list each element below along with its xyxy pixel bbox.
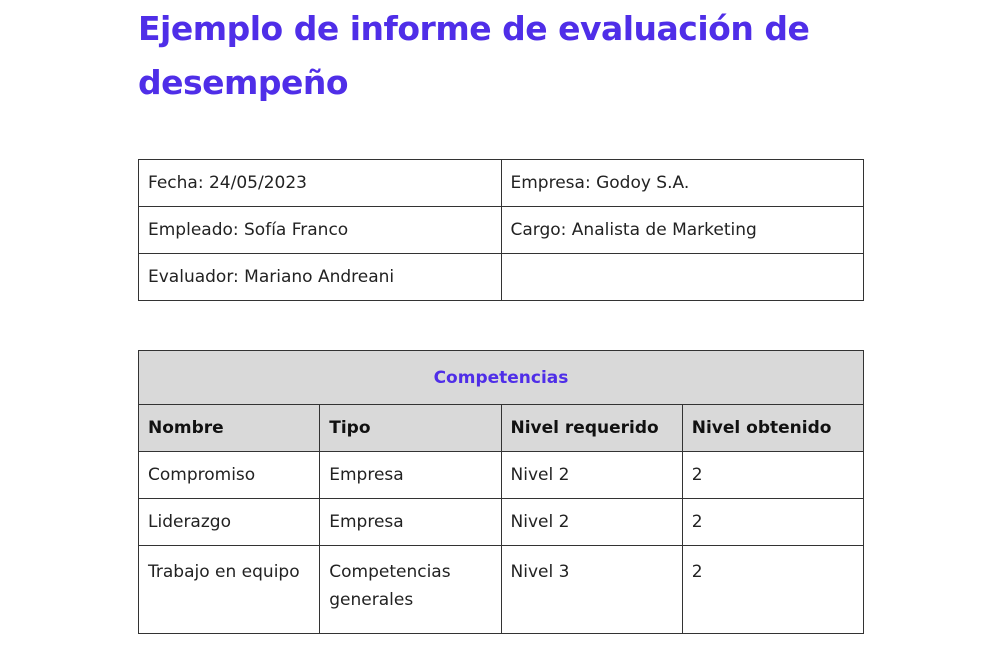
table-row — [139, 452, 864, 499]
table-row — [139, 546, 864, 634]
page-title: Ejemplo de informe de evaluación de desempeño — [138, 9, 810, 102]
cell-nivel-requerido: Nivel 3 — [501, 546, 682, 634]
cell-tipo: Empresa — [320, 452, 501, 499]
info-table — [138, 159, 864, 301]
cell-nivel-obtenido: 2 — [682, 499, 863, 546]
empty-cell — [501, 254, 864, 301]
evaluador-cell: Evaluador: Mariano Andreani — [139, 254, 502, 301]
empleado-cell: Empleado: Sofía Franco — [139, 207, 502, 254]
cell-nombre: Liderazgo — [139, 499, 320, 546]
cell-nombre: Trabajo en equipo — [139, 546, 320, 634]
header-nivel-requerido: Nivel requerido — [501, 405, 682, 452]
cell-nombre: Compromiso — [139, 452, 320, 499]
competencias-title: Competencias — [139, 351, 864, 405]
cell-nivel-requerido: Nivel 2 — [501, 499, 682, 546]
cargo-cell: Cargo: Analista de Marketing — [501, 207, 864, 254]
table-row — [139, 499, 864, 546]
fecha-cell: Fecha: 24/05/2023 — [139, 160, 502, 207]
cell-nivel-obtenido: 2 — [682, 546, 863, 634]
cell-nivel-obtenido: 2 — [682, 452, 863, 499]
cell-tipo: Competencias generales — [320, 546, 501, 634]
header-nombre: Nombre — [139, 405, 320, 452]
header-nivel-obtenido: Nivel obtenido — [682, 405, 863, 452]
cell-tipo: Empresa — [320, 499, 501, 546]
empresa-cell: Empresa: Godoy S.A. — [501, 160, 864, 207]
header-tipo: Tipo — [320, 405, 501, 452]
competencias-table — [138, 350, 864, 634]
cell-nivel-requerido: Nivel 2 — [501, 452, 682, 499]
